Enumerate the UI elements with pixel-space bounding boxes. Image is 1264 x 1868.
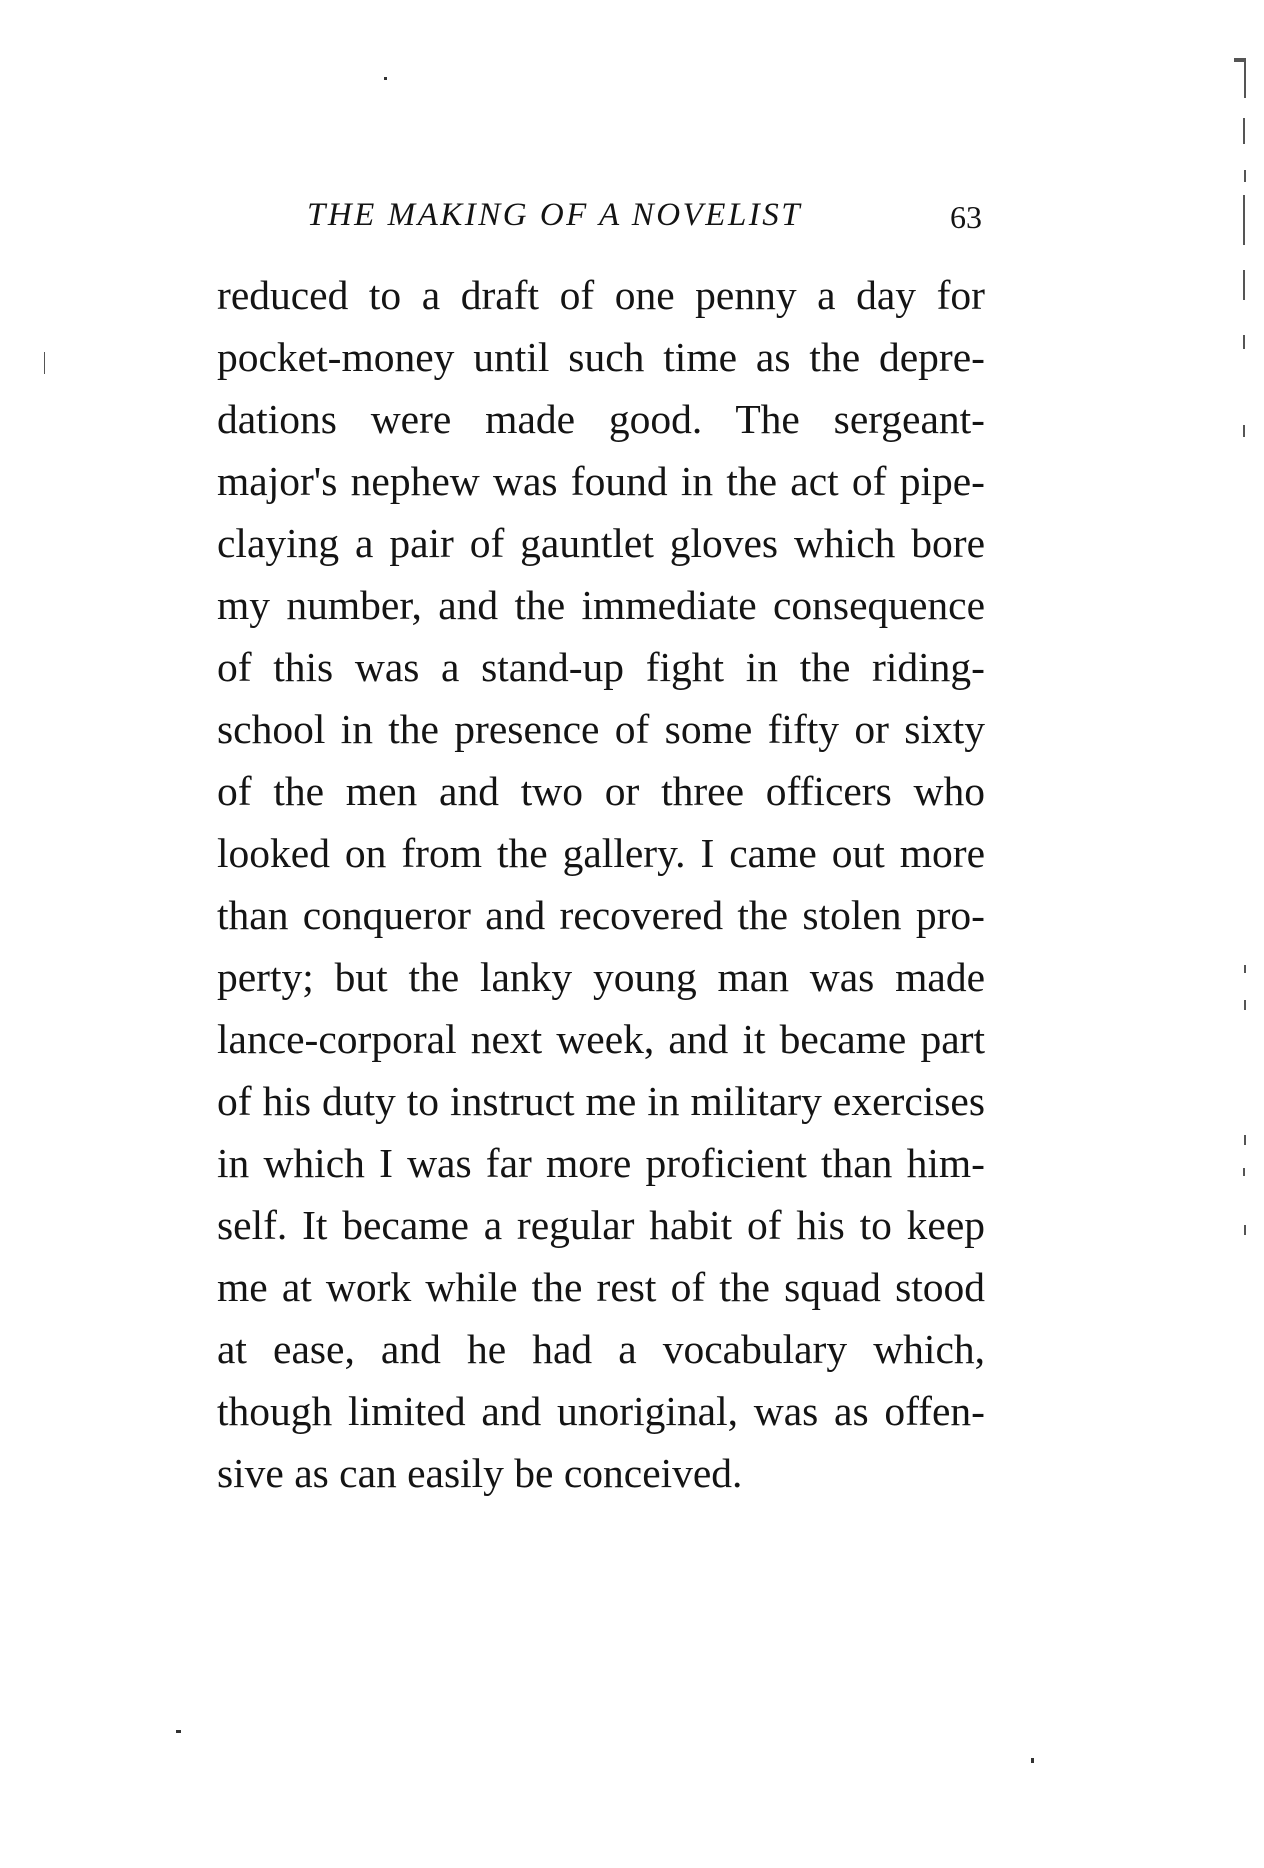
scan-edge-mark (1244, 170, 1246, 182)
text-line: sive as can easily be conceived. (217, 1450, 743, 1496)
scan-edge-mark (1243, 1168, 1245, 1176)
scan-edge-mark (1244, 1000, 1246, 1010)
scan-edge-mark (1243, 195, 1245, 245)
scan-edge-mark (1243, 270, 1245, 300)
text-line: than conqueror and recovered the stolen pro- (217, 892, 985, 938)
scan-edge-mark (1243, 425, 1245, 437)
page-number: 63 (950, 199, 982, 235)
text-line: major's nephew was found in the act of pipe- (217, 458, 985, 504)
text-line: me at work while the rest of the squad stood (217, 1264, 985, 1310)
text-line: of the men and two or three officers who (217, 768, 985, 814)
text-line: looked on from the gallery. I came out more (217, 830, 985, 876)
running-head (0, 190, 1264, 240)
scan-edge-mark (1244, 1135, 1246, 1145)
running-title: THE MAKING OF A NOVELIST (307, 197, 803, 233)
scan-speck (176, 1730, 181, 1733)
text-line: perty; but the lanky young man was made (217, 954, 985, 1000)
scan-edge-mark (1243, 118, 1245, 144)
text-line: self. It became a regular habit of his to keep (217, 1202, 985, 1248)
text-line: reduced to a draft of one penny a day for (217, 272, 985, 318)
text-line: of this was a stand-up fight in the riding- (217, 644, 985, 690)
text-line: claying a pair of gauntlet gloves which bore (217, 520, 985, 566)
text-line: of his duty to instruct me in military exercises (217, 1078, 985, 1124)
text-line: though limited and unoriginal, was as offen- (217, 1388, 985, 1434)
scan-edge-mark (1243, 335, 1245, 349)
scan-edge-mark (1244, 965, 1246, 973)
text-line: school in the presence of some fifty or sixty (217, 706, 985, 752)
body-text (217, 264, 985, 1504)
text-line: dations were made good. The sergeant- (217, 396, 985, 442)
text-line: my number, and the immediate consequence (217, 582, 985, 628)
scan-speck (1031, 1758, 1034, 1763)
text-line: pocket-money until such time as the depre- (217, 334, 985, 380)
scan-speck (384, 77, 387, 80)
text-line: lance-corporal next week, and it became part (217, 1016, 985, 1062)
text-line: in which I was far more proficient than him- (217, 1140, 985, 1186)
scan-edge-mark (44, 352, 45, 374)
scan-edge-mark (1244, 1225, 1246, 1235)
text-line: at ease, and he had a vocabulary which, (217, 1326, 985, 1372)
scan-edge-mark (1244, 58, 1246, 98)
